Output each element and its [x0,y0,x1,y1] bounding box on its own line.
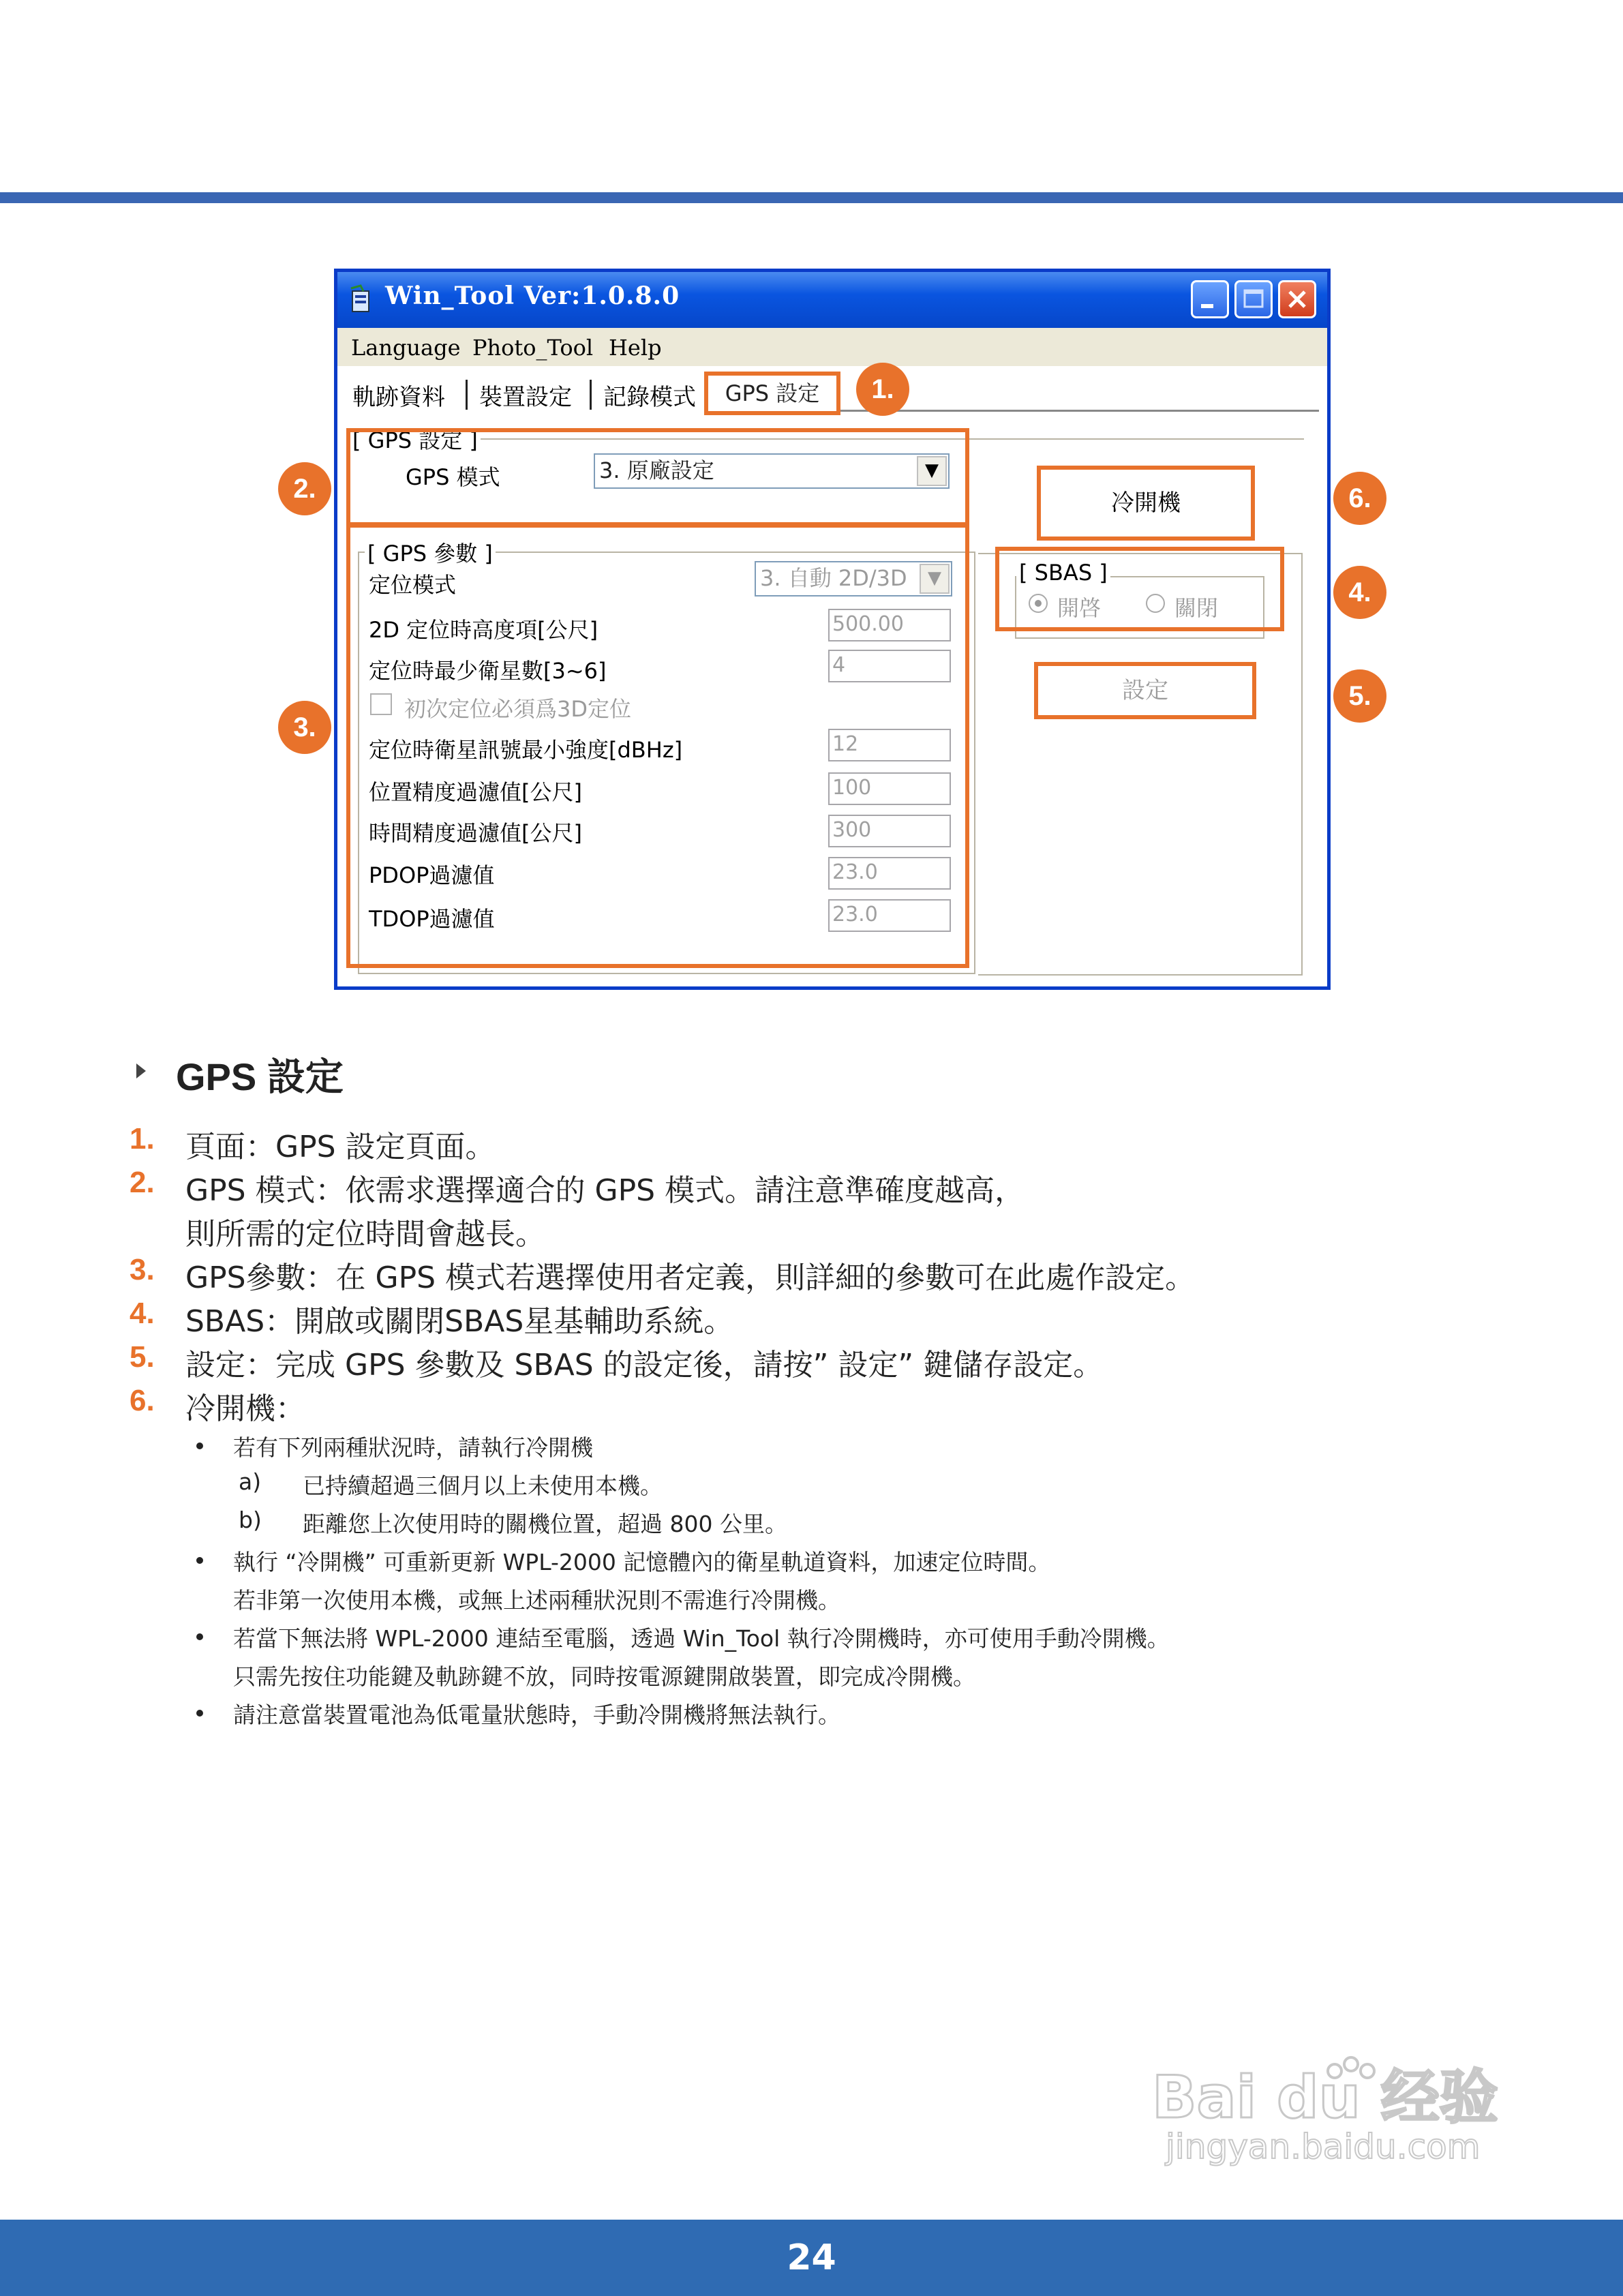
param-label: 定位時最少衛星數[3~6] [369,658,607,684]
set-button[interactable]: 設定 [1034,662,1256,719]
item-text: GPS 模式：依需求選擇適合的 GPS 模式。請注意準確度越高， [185,1173,1025,1208]
bullet-text: 已持續超過三個月以上未使用本機。 [303,1472,663,1499]
bullet-dot [196,1633,203,1640]
item-number: 4. [130,1297,155,1330]
sbas-off-label: 關閉 [1174,595,1219,621]
minimize-icon [1193,282,1227,316]
param-input[interactable]: 500.00 [828,609,951,641]
badge-6: 6. [1333,472,1386,525]
item-text: 頁面：GPS 設定頁面。 [185,1130,496,1164]
item-number: 2. [130,1166,155,1199]
param-label: 時間精度過濾值[公尺] [369,820,582,846]
fix-mode-value: 3. 自動 2D/3D [760,565,907,591]
item-number: 5. [130,1340,155,1374]
bullet-dot [196,1710,203,1717]
bullet-dot [196,1557,203,1564]
tab-separator [466,380,468,410]
dropdown-arrow-icon: ▼ [917,456,947,486]
param-label: 定位時衛星訊號最小強度[dBHz] [369,737,683,763]
item-text-cont: 則所需的定位時間會越長。 [185,1217,545,1252]
param-input[interactable]: 23.0 [828,899,951,932]
menu-photo-tool[interactable]: Photo_Tool [472,335,594,361]
bullet-text: 若有下列兩種狀況時，請執行冷開機 [233,1434,593,1461]
tab-gps-settings[interactable]: GPS 設定 [704,372,840,415]
badge-3: 3. [278,701,331,754]
sbas-group-label: [ SBAS ] [1016,560,1110,586]
badge-1: 1. [856,363,909,416]
sbas-on-label: 開啓 [1057,595,1102,621]
maximize-button[interactable] [1234,280,1273,318]
item-text: SBAS：開啟或關閉SBAS星基輔助系統。 [185,1304,734,1339]
heading-bullet-icon [136,1063,146,1078]
baidu-watermark [1152,2052,1534,2168]
page-number: 24 [0,2220,1623,2296]
fix-mode-label: 定位模式 [369,572,457,598]
tab-strip [337,366,1327,415]
item-number: 1. [130,1122,155,1155]
minimize-button[interactable] [1191,280,1229,318]
tab-device-settings[interactable]: 裝置設定 [479,384,572,411]
close-icon [1280,282,1314,316]
badge-4: 4. [1333,566,1386,619]
bullet-text: 若當下無法將 WPL-2000 連結至電腦，透過 Win_Tool 執行冷開機時，亦可使用手動冷開機。 [233,1625,1170,1652]
menu-bar [337,328,1327,366]
param-label: 位置精度過濾值[公尺] [369,779,582,805]
maximize-icon [1237,282,1271,316]
title-bar[interactable] [337,272,1327,328]
gps-settings-group-label: [ GPS 設定 ] [350,423,481,455]
app-icon [348,284,376,316]
gps-params-group-label: [ GPS 參數 ] [365,537,496,568]
close-button[interactable] [1278,280,1316,318]
param-input[interactable]: 23.0 [828,857,951,890]
param-label: 2D 定位時高度項[公尺] [369,617,598,643]
sub-label: b) [239,1507,262,1533]
menu-help[interactable]: Help [609,335,662,361]
tab-track-data[interactable]: 軌跡資料 [352,384,445,411]
param-input[interactable]: 300 [828,815,951,847]
header-rule [0,192,1623,203]
param-label: PDOP過濾值 [369,862,495,888]
section-heading: GPS 設定 [176,1055,344,1098]
gps-mode-value: 3. 原廠設定 [599,457,714,483]
item-text: GPS參數：在 GPS 模式若選擇使用者定義，則詳細的參數可在此處作設定。 [185,1260,1196,1295]
bullet-text: 請注意當裝置電池為低電量狀態時，手動冷開機將無法執行。 [233,1702,840,1728]
bullet-text: 若非第一次使用本機，或無上述兩種狀況則不需進行冷開機。 [233,1587,840,1614]
tab-record-mode[interactable]: 記錄模式 [603,384,696,411]
bullet-text: 只需先按住功能鍵及軌跡鍵不放，同時按電源鍵開啟裝置，即完成冷開機。 [233,1663,975,1690]
dropdown-arrow-icon: ▼ [920,564,950,594]
bullet-dot [196,1442,203,1449]
item-number: 6. [130,1384,155,1417]
gps-settings-highlight [346,428,969,526]
watermark-url: jingyan.baidu.com [1166,2127,1481,2166]
bullet-text: 距離您上次使用時的關機位置，超過 800 公里。 [303,1511,787,1537]
item-number: 3. [130,1253,155,1286]
menu-language[interactable]: Language [351,335,461,361]
bullet-text: 執行 “冷開機” 可重新更新 WPL-2000 記憶體內的衛星軌道資料，加速定位時間。 [233,1549,1051,1575]
window-title: Win_Tool Ver:1.0.8.0 [385,282,680,310]
param-input[interactable]: 4 [828,650,951,682]
sub-label: a) [239,1468,262,1495]
badge-5: 5. [1333,669,1386,723]
param-input[interactable]: 100 [828,772,951,805]
gps-params-highlight [346,524,969,968]
3d-fix-checkbox-label: 初次定位必須爲3D定位 [404,696,632,722]
gps-mode-label: GPS 模式 [406,464,500,490]
sbas-highlight [995,547,1284,631]
tab-separator [590,380,592,410]
badge-2: 2. [278,462,331,515]
item-text: 設定：完成 GPS 參數及 SBAS 的設定後，請按” 設定” 鍵儲存設定。 [185,1348,1104,1383]
watermark-logo-text: Bai du 经验 [1152,2064,1498,2132]
param-input[interactable]: 12 [828,729,951,761]
param-label: TDOP過濾值 [369,906,495,932]
item-text: 冷開機： [185,1391,305,1426]
cold-start-button[interactable]: 冷開機 [1037,466,1255,541]
